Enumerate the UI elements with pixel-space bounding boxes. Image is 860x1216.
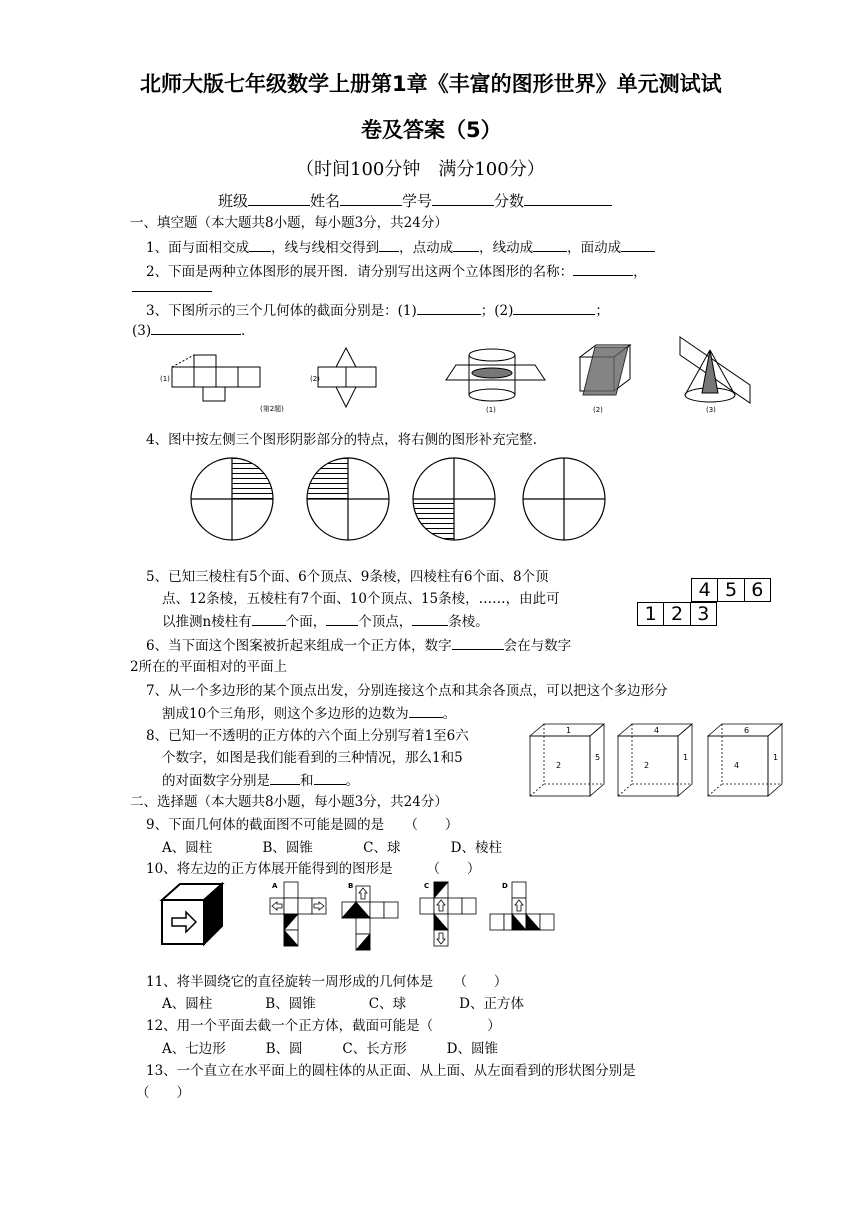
q4: 4、图中按左侧三个图形阴影部分的特点，将右侧的图形补充完整. — [146, 432, 537, 448]
class-label: 班级 — [218, 192, 249, 210]
q13-stem: 13、一个直立在水平面上的圆柱体的从正面、从上面、从左面看到的形状图分别是 — [146, 1063, 636, 1079]
q3-line2: (3) ． — [132, 320, 255, 341]
q2-caption: (第2题) — [260, 405, 284, 413]
cylinder-section — [446, 349, 545, 401]
id-blank[interactable] — [432, 191, 494, 206]
score-label: 分数 — [494, 192, 525, 210]
option-c-label: C — [424, 882, 430, 890]
q13-answer-paren[interactable]: （ ） — [136, 1085, 190, 1101]
circle-4-answer — [523, 458, 605, 540]
option-d-label: D — [502, 882, 508, 890]
cube2-top: 4 — [654, 726, 660, 735]
cube1-front: 2 — [556, 761, 562, 770]
q2: 2、下面是两种立体图形的展开图．请分别写出这两个立体图形的名称： ， — [146, 261, 647, 282]
section1-heading: 一、填空题（本大题共8小题，每小题3分，共24分） — [130, 215, 448, 231]
cube3-front: 4 — [734, 761, 740, 770]
q3: 3、下图所示的三个几何体的截面分别是：(1) ；(2) ； — [146, 300, 609, 321]
cube2-right: 1 — [683, 753, 689, 762]
cube1-right: 5 — [595, 753, 601, 762]
cube3-top: 6 — [744, 726, 750, 735]
net-a — [270, 882, 326, 946]
subtitle: （时间100分钟 满分100分） — [296, 159, 545, 180]
option-b-label: B — [348, 882, 354, 890]
score-blank[interactable] — [524, 191, 612, 206]
cube1-top: 1 — [566, 726, 572, 735]
q10-stem: 10、将左边的正方体展开能得到的图形是 （ ） — [146, 861, 481, 877]
q3-figures — [150, 345, 760, 425]
q4-circles — [190, 456, 610, 542]
q7-line1: 7、从一个多边形的某个顶点出发，分别连接这个点和其余各顶点，可以把这个多边形分 — [146, 683, 668, 699]
q9-option-b[interactable]: B、圆锥 — [262, 840, 313, 856]
c3-label: (3) — [706, 406, 716, 414]
q9-option-d[interactable]: D、棱柱 — [450, 840, 502, 856]
option-a-label: A — [272, 882, 278, 890]
section2-heading: 二、选择题（本大题共8小题，每小题3分，共24分） — [130, 794, 448, 810]
q8-cubes — [528, 722, 788, 800]
q9-stem: 9、下面几何体的截面图不可能是圆的是 （ ） — [146, 817, 459, 833]
q11-stem: 11、将半圆绕它的直径旋转一周形成的几何体是 （ ） — [146, 974, 508, 990]
q5-line2: 点、12条棱，五棱柱有7个面、10个顶点、15条棱，……，由此可 — [162, 591, 560, 607]
q12-option-b[interactable]: B、圆 — [265, 1041, 303, 1057]
q9-options — [162, 838, 502, 858]
q5-line3: 以推测n棱柱有 个面， 个顶点， 条棱。 — [162, 611, 489, 632]
q12-option-c[interactable]: C、长方形 — [342, 1041, 407, 1057]
net-d — [490, 882, 554, 930]
q7-line2: 割成10个三角形，则这个多边形的边数为 。 — [162, 703, 456, 724]
circle-2 — [307, 458, 389, 540]
c1-label: (1) — [486, 406, 496, 414]
name-label: 姓名 — [310, 192, 341, 210]
q12-answer-paren[interactable]: ） — [487, 1018, 501, 1034]
c2-label: (2) — [593, 406, 603, 414]
q11-options — [162, 994, 524, 1014]
q11-option-c[interactable]: C、球 — [368, 996, 407, 1012]
q12-option-d[interactable]: D、圆锥 — [446, 1041, 498, 1057]
page-title-line2: 卷及答案（5） — [361, 118, 502, 142]
q10-cube — [162, 884, 222, 944]
q8-line1: 8、已知一不透明的正方体的六个面上分别写着1至6六 — [146, 728, 469, 744]
net-b — [342, 886, 398, 950]
q12-stem: 12、用一个平面去截一个正方体，截面可能是（ ） — [146, 1018, 501, 1034]
q11-option-b[interactable]: B、圆锥 — [265, 996, 316, 1012]
q2-blank2[interactable] — [132, 291, 212, 292]
circle-1 — [191, 458, 273, 540]
q11-option-a[interactable]: A、圆柱 — [162, 996, 213, 1012]
net2-shape — [318, 348, 376, 407]
q11-answer-paren[interactable]: （ ） — [460, 974, 508, 990]
name-blank[interactable] — [340, 191, 402, 206]
net1-shape — [172, 355, 260, 401]
circle-3 — [413, 458, 495, 540]
cone-section — [680, 337, 750, 403]
id-label: 学号 — [402, 192, 433, 210]
q10-figures — [158, 880, 558, 960]
net-row-top: 4 5 6 — [691, 578, 771, 602]
q6-line1: 6、当下面这个图案被折起来组成一个正方体，数字 会在与数字 — [146, 635, 571, 656]
q11-option-d[interactable]: D、正方体 — [459, 996, 524, 1012]
q9-option-a[interactable]: A、圆柱 — [162, 840, 213, 856]
q12-option-a[interactable]: A、七边形 — [162, 1041, 226, 1057]
net1-label: (1) — [160, 375, 170, 383]
page-title: 北师大版七年级数学上册第1章《丰富的图形世界》单元测试试 — [140, 72, 722, 96]
q5-line1: 5、已知三棱柱有5个面、6个顶点、9条棱，四棱柱有6个面、8个顶 — [146, 569, 549, 585]
cube3-right: 1 — [773, 753, 779, 762]
cube-section — [580, 345, 630, 395]
info-line — [218, 190, 612, 211]
q9-option-c[interactable]: C、球 — [363, 840, 401, 856]
net2-label: (2) — [310, 375, 320, 383]
q12-options — [162, 1039, 498, 1059]
q10-answer-paren[interactable]: （ ） — [433, 861, 481, 877]
net-row-bottom: 1 2 3 — [637, 602, 717, 626]
q8-line2: 个数字，如图是我们能看到的三种情况，那么1和5 — [162, 750, 463, 766]
net-c — [420, 882, 476, 946]
cube2-front: 2 — [644, 761, 650, 770]
q1: 1、面与面相交成 ，线与线相交得到 ，点动成 ，线动成 ，面动成 — [146, 237, 655, 258]
q6-line2: 2所在的平面相对的平面上 — [130, 659, 288, 675]
q6-digit-net — [637, 578, 771, 630]
class-blank[interactable] — [248, 191, 310, 206]
q8-line3: 的对面数字分别是 和 。 — [162, 770, 359, 791]
q9-answer-paren[interactable]: （ ） — [411, 817, 459, 833]
